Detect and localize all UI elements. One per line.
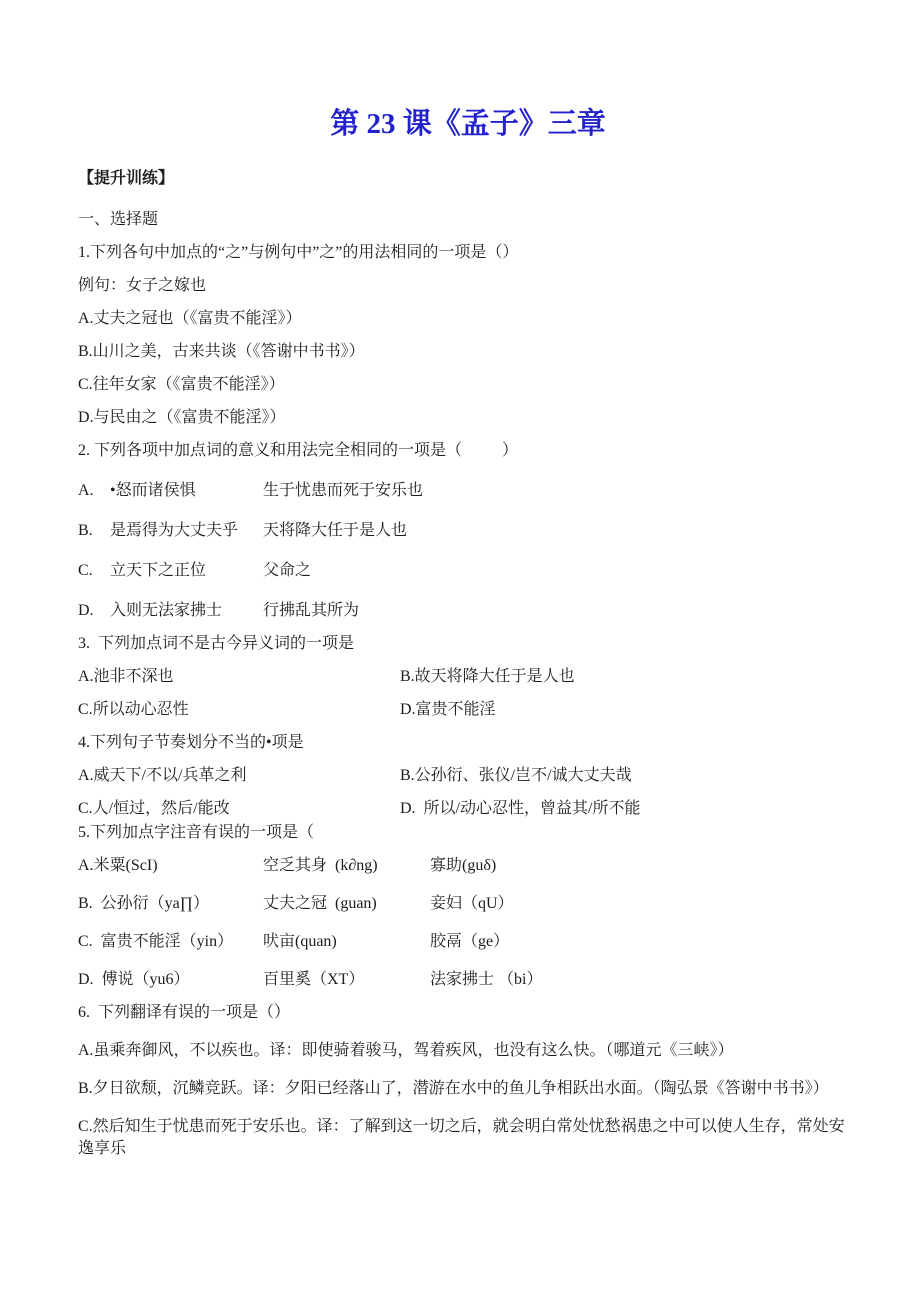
question-5-option-a: [78, 855, 858, 877]
question-1-option-c: C.往年女家（《富贵不能淫》）: [78, 376, 285, 393]
question-2-option-b: [78, 520, 858, 542]
question-1: [78, 242, 858, 429]
question-6-option-b: B.夕日欲颓，沉鳞竞跃。译：夕阳已经落山了，潜游在水中的鱼儿争相跃出水面。（陶弘景《答谢中书书》）: [78, 1080, 829, 1097]
section-header: 【提升训练】: [78, 170, 175, 187]
option-right-phrase: 父命之: [263, 562, 312, 579]
option-c: C.人/恒过，然后/能改: [78, 800, 230, 817]
question-5-option-b: [78, 893, 858, 915]
option-label: D.: [78, 602, 94, 619]
question-5: [78, 822, 858, 991]
question-2: [78, 440, 858, 622]
option-d: D.富贵不能淫: [400, 701, 496, 718]
question-4: [78, 732, 858, 820]
page-title: 第 23 课《孟子》三章: [330, 108, 606, 140]
option-right-phrase: 天将降大任于是人也: [263, 522, 408, 539]
question-1-option-d: D.与民由之（《富贵不能淫》）: [78, 409, 286, 426]
pinyin-item-2: 空乏其身 (k∂ng): [263, 857, 378, 874]
option-b: B.公孙衍、张仪/岂不/诚大丈夫哉: [400, 767, 632, 784]
pinyin-item-2: 百里奚（XT）: [263, 971, 365, 988]
question-4-options-ab: [78, 765, 858, 787]
question-3-options-cd: [78, 699, 858, 721]
option-left-phrase: 入则无法家拂士: [110, 602, 223, 619]
option-a: A.威天下/不以/兵革之利: [78, 767, 247, 784]
pinyin-item-2: 吠亩(quan): [263, 933, 337, 950]
question-2-stem: 2. 下列各项中加点词的意义和用法完全相同的一项是（ ）: [78, 442, 519, 459]
option-left-phrase: 是焉得为大丈夫乎: [110, 522, 239, 539]
question-6-stem: 6. 下列翻译有误的一项是（）: [78, 1004, 291, 1021]
question-3-options-ab: [78, 666, 858, 688]
pinyin-item-2: 丈夫之冠 (guan): [263, 895, 377, 912]
question-3-stem: 3. 下列加点词不是古今异义词的一项是: [78, 635, 355, 652]
option-b: B.故天将降大任于是人也: [400, 668, 575, 685]
pinyin-item-1: D. 傅说（yu6）: [78, 971, 190, 988]
pinyin-item-3: 寡助(guδ): [430, 857, 497, 874]
question-2-option-a: [78, 480, 858, 502]
pinyin-item-3: 胶鬲（ge）: [430, 933, 510, 950]
question-5-stem: 5.下列加点字注音有误的一项是（: [78, 824, 315, 841]
pinyin-item-3: 妾妇（qU）: [430, 895, 514, 912]
question-2-option-c: [78, 560, 858, 582]
pinyin-item-1: A.米粟(ScI): [78, 857, 158, 874]
question-6-option-a: A.虽乘奔御风，不以疾也。译：即使骑着骏马，驾着疾风，也没有这么快。（哪道元《三峡》）: [78, 1042, 734, 1059]
question-6-option-c: C.然后知生于忧患而死于安乐也。译：了解到这一切之后，就会明白常处忧愁祸患之中可以使人生存，常处安逸享乐: [78, 1118, 845, 1157]
subsection-header: 一、选择题: [78, 211, 159, 228]
option-left-phrase: 立天下之正位: [110, 562, 207, 579]
question-1-example: 例句：女子之嫁也: [78, 277, 207, 294]
pinyin-item-1: C. 富贵不能淫（yin）: [78, 933, 234, 950]
option-label: C.: [78, 562, 93, 579]
question-5-option-d: [78, 969, 858, 991]
question-4-stem: 4.下列句子节奏划分不当的•项是: [78, 734, 304, 751]
option-left-phrase: •怒而诸侯惧: [110, 482, 196, 499]
option-label: B.: [78, 522, 93, 539]
question-5-option-c: [78, 931, 858, 953]
option-right-phrase: 行拂乱其所为: [263, 602, 360, 619]
question-1-stem: 1.下列各句中加点的“之”与例句中”之”的用法相同的一项是（）: [78, 244, 519, 261]
question-1-option-a: A.丈夫之冠也（《富贵不能淫》）: [78, 310, 302, 327]
option-right-phrase: 生于忧患而死于安乐也: [263, 482, 424, 499]
pinyin-item-1: B. 公孙衍（ya∏）: [78, 895, 209, 912]
option-c: C.所以动心忍性: [78, 701, 189, 718]
question-4-options-cd: [78, 798, 858, 820]
option-a: A.池非不深也: [78, 668, 174, 685]
option-label: A.: [78, 482, 94, 499]
question-6: [78, 1002, 858, 1160]
pinyin-item-3: 法家拂士 （bi）: [430, 971, 543, 988]
question-3: [78, 633, 858, 721]
question-2-option-d: [78, 600, 858, 622]
option-d: D. 所以/动心忍性，曾益其/所不能: [400, 800, 641, 817]
question-1-option-b: B.山川之美，古来共谈（《答谢中书书》）: [78, 343, 365, 360]
